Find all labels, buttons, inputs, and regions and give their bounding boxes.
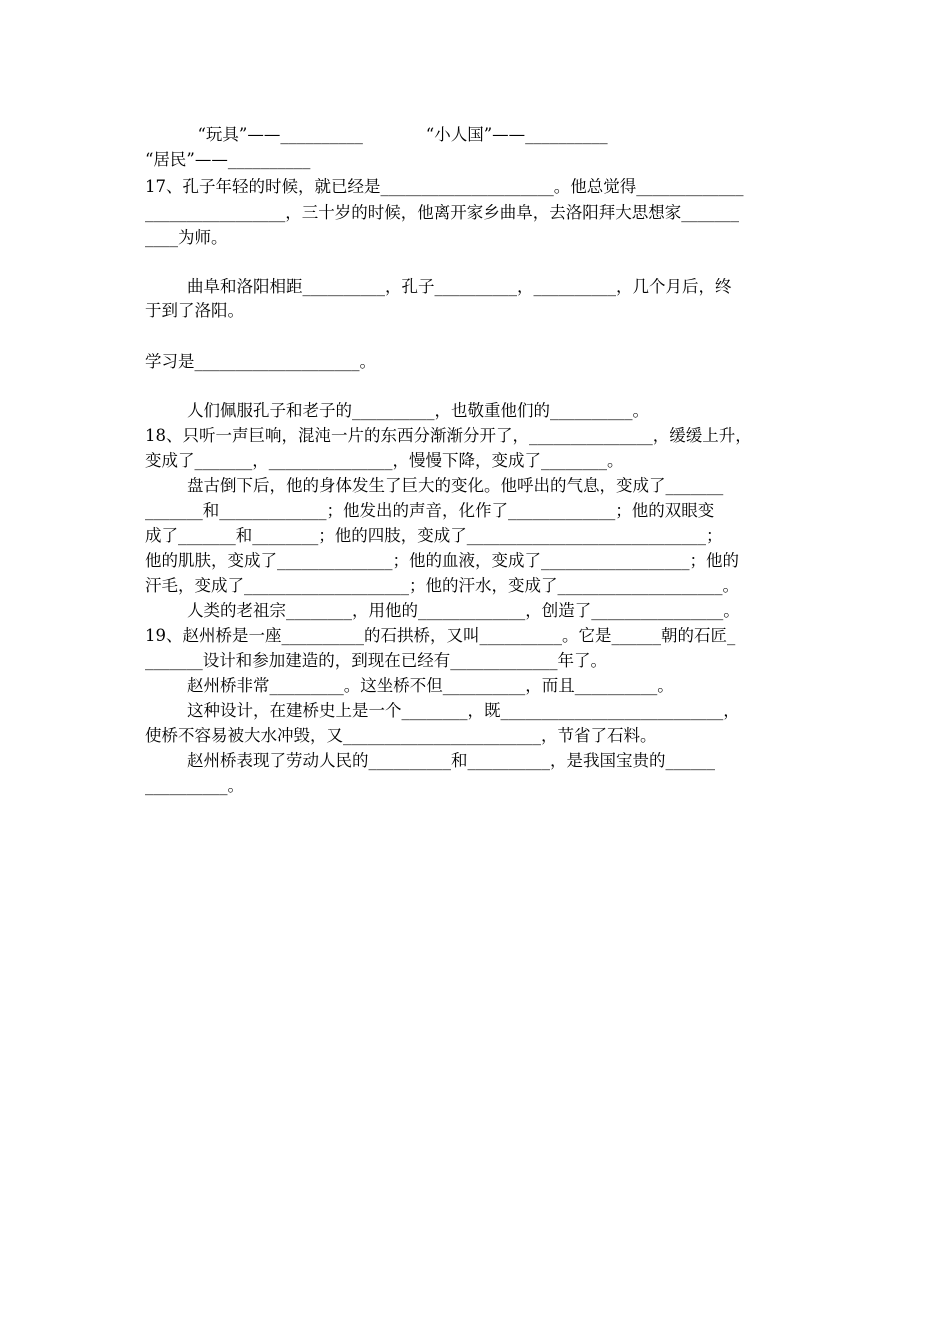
text-line: _______设计和参加建造的，到现在已经有_____________年了。 (145, 651, 607, 670)
text-line: __________。 (145, 776, 244, 795)
text-line: 使桥不容易被大水冲毁，又________________________，节省了石料。 (145, 726, 657, 745)
text-line: _________________，三十岁的时候，他离开家乡曲阜，去洛阳拜大思想家_______ (145, 203, 739, 222)
text-line (145, 250, 810, 275)
text-line: 成了_______和________；他的四肢，变成了_____________________________； (145, 526, 723, 545)
text-line: 人类的老祖宗________，用他的_____________，创造了________________。 (145, 601, 740, 620)
text-line: 他的肌肤，变成了______________；他的血液，变成了__________________；他的 (145, 551, 739, 570)
text-line: 17、孔子年轻的时候，就已经是_____________________。他总觉得_____________ (145, 177, 744, 196)
text-line: ____为师。 (145, 228, 228, 247)
text-line: 汗毛，变成了____________________；他的汗水，变成了____________________。 (145, 576, 739, 595)
text-line (145, 373, 810, 398)
text-line (145, 323, 810, 348)
text-line: “居民”——__________ (145, 150, 311, 169)
text-line: 盘古倒下后，他的身体发生了巨大的变化。他呼出的气息，变成了_______ (145, 476, 724, 495)
text-line: 18、只听一声巨响，混沌一片的东西分渐渐分开了，_______________，缓缓上升， (145, 426, 752, 445)
text-line: 赵州桥非常_________。这坐桥不但__________，而且__________。 (145, 676, 674, 695)
text-line: 曲阜和洛阳相距__________，孔子__________，__________，几个月后，终 (145, 277, 732, 296)
text-line: 赵州桥表现了劳动人民的__________和__________，是我国宝贵的______ (145, 751, 715, 770)
text-line: 学习是____________________。 (145, 352, 376, 371)
text-line: 人们佩服孔子和老子的__________，也敬重他们的__________。 (145, 401, 649, 420)
text-line: 19、赵州桥是一座__________的石拱桥，又叫__________。它是______朝的石匠_ (145, 626, 736, 645)
text-line: 这种设计，在建桥史上是一个________，既___________________________， (145, 701, 740, 720)
text-line: “玩具”——__________ “小人国”——__________ (145, 125, 608, 144)
text-line: 变成了_______，_______________，慢慢下降，变成了________。 (145, 451, 624, 470)
text-line: _______和_____________；他发出的声音，化作了_____________；他的双眼变 (145, 501, 715, 520)
text-line: 于到了洛阳。 (145, 301, 244, 320)
